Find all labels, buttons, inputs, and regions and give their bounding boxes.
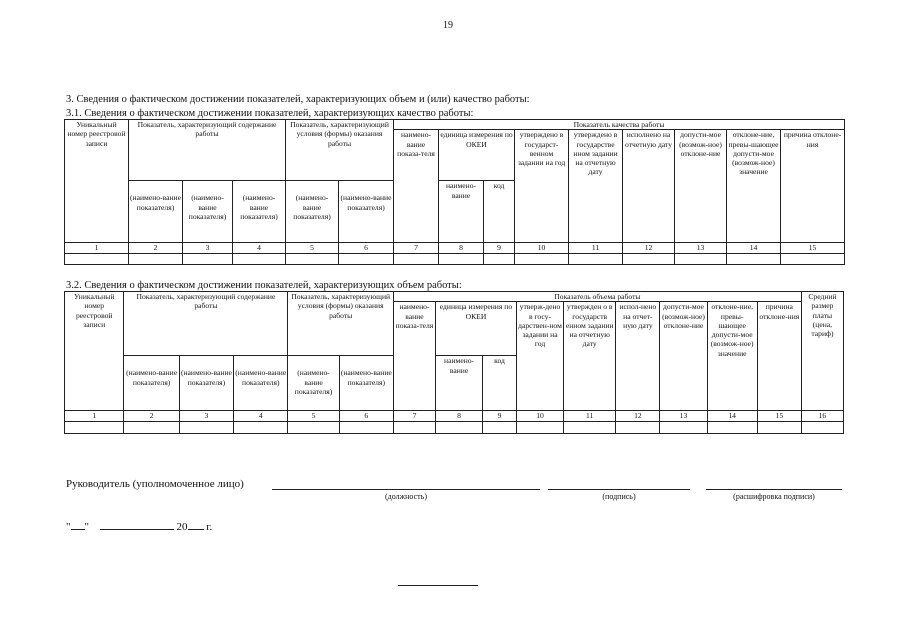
sub-indicator-name: (наимено-вание показателя) [339,181,394,243]
sub-indicator-name: (наимено-вание показателя) [233,181,286,243]
col-quality-indicator-group: Показатель качества работы [394,120,845,130]
column-number: 1 [65,411,124,421]
col-conditions-indicator: Показатель, характеризующий условия (формы) оказания работы [288,292,394,356]
signature-line [548,489,690,490]
column-number: 12 [616,411,660,421]
col-executed: испол-нено на отчет-ную дату [616,302,660,411]
column-number: 1 [65,243,129,253]
col-unique-number: Уникальный номер реестровой записи [65,292,124,411]
section-3-2-title: 3.2. Сведения о фактическом достижении показателей, характеризующих объем работы: [66,280,462,291]
empty-cell [757,421,801,433]
column-number: 2 [124,411,179,421]
column-number: 13 [675,243,727,253]
column-number: 15 [781,243,845,253]
column-number: 12 [623,243,675,253]
empty-cell [660,421,707,433]
column-number: 3 [183,243,233,253]
empty-cell [435,421,482,433]
column-number: 7 [394,243,439,253]
column-number: 11 [569,243,623,253]
empty-cell [569,253,623,264]
section-3-1-title: 3.1. Сведения о фактическом достижении показателей, характеризующих качество работы: [66,108,474,119]
empty-cell [339,253,394,264]
empty-cell [124,421,179,433]
column-number: 8 [435,411,482,421]
col-average-fee: Средний размер платы (цена, тариф) [801,292,843,411]
sub-indicator-name: (наимено-вание показателя) [339,356,393,411]
empty-cell [516,421,563,433]
col-unit-okei: единица измерения по ОКЕИ [435,302,516,356]
empty-cell [393,421,435,433]
col-approved-year: утверж-дено в госу-дарствен-ном задании на год [516,302,563,411]
col-volume-indicator-group: Показатель объема работы [393,292,801,302]
col-unit-name: наимено-вание [435,356,482,411]
sub-indicator-name: (наимено-вание показателя) [129,181,183,243]
empty-cell [183,253,233,264]
column-number: 4 [234,411,288,421]
empty-cell [515,253,569,264]
col-executed: исполнено на отчетную дату [623,130,675,243]
empty-cell [179,421,233,433]
decoding-line [706,489,842,490]
empty-cell [623,253,675,264]
empty-cell [564,421,616,433]
empty-cell [394,253,439,264]
sub-indicator-name: (наимено-вание показателя) [124,356,179,411]
column-number: 14 [707,411,757,421]
col-deviation-reason: причина отклоне-ния [781,130,845,243]
signatory-label: Руководитель (уполномоченное лицо) [66,478,244,490]
sub-indicator-name: (наимено-вание показателя) [288,356,339,411]
empty-cell [483,421,517,433]
column-number: 2 [129,243,183,253]
col-allowed-deviation: допусти-мое (возмож-ное) отклоне-ние [660,302,707,411]
empty-cell [727,253,781,264]
sub-indicator-name: (наимено-вание показателя) [183,181,233,243]
quote-close: " [84,521,89,533]
sub-indicator-name: (наимено-вание показателя) [179,356,233,411]
footnote-separator [398,585,478,586]
column-number: 9 [484,243,515,253]
decoding-caption: (расшифровка подписи) [733,492,815,501]
section-3-title: 3. Сведения о фактическом достижении показателей, характеризующих объем и (или) качество работы: [66,94,530,105]
volume-indicators-table [64,291,844,434]
quality-indicators-table [64,119,845,265]
column-number: 9 [483,411,517,421]
empty-cell [288,421,339,433]
day-blank [71,518,85,530]
column-number: 7 [393,411,435,421]
col-approved-date: утверждено в государстве нном задании на отчетную дату [569,130,623,243]
empty-cell [286,253,339,264]
quote-open: " [66,521,71,533]
column-number: 8 [439,243,484,253]
page-number: 19 [443,20,453,31]
col-exceeding-deviation: отклоне-ние, превы-шающее допусти-мое (возмож-ное) значение [727,130,781,243]
col-unique-number: Уникальный номер реестровой записи [65,120,129,243]
column-number: 4 [233,243,286,253]
empty-cell [616,421,660,433]
col-unit-okei: единица измерения по ОКЕИ [439,130,515,181]
col-conditions-indicator: Показатель, характеризующий условия (формы) оказания работы [286,120,394,181]
column-number: 5 [288,411,339,421]
empty-cell [484,253,515,264]
empty-cell [129,253,183,264]
column-number: 14 [727,243,781,253]
table-row [65,253,845,264]
empty-cell [439,253,484,264]
empty-cell [801,421,843,433]
col-approved-date: утвержден о в государств енном задании на отчетную дату [564,302,616,411]
col-unit-code: код [484,181,515,243]
position-caption: (должность) [385,492,427,501]
col-deviation-reason: причина отклоне-ния [757,302,801,411]
col-unit-code: код [483,356,517,411]
column-number: 5 [286,243,339,253]
empty-cell [233,253,286,264]
empty-cell [65,253,129,264]
col-indicator-name: наимено-вание показа-теля [393,302,435,411]
col-content-indicator: Показатель, характеризующий содержание работы [124,292,288,356]
empty-cell [234,421,288,433]
column-number: 15 [757,411,801,421]
sub-indicator-name: (наимено-вание показателя) [234,356,288,411]
column-number: 10 [516,411,563,421]
year-prefix: 20 [176,521,188,533]
empty-cell [65,421,124,433]
year-blank [188,518,204,530]
col-allowed-deviation: допусти-мое (возмож-ное) отклоне-ние [675,130,727,243]
empty-cell [339,421,393,433]
table-row [65,421,844,433]
col-indicator-name: наимено-вание показа-теля [394,130,439,243]
column-number: 11 [564,411,616,421]
date-line [66,518,212,533]
signature-caption: (подпись) [602,492,636,501]
column-number: 6 [339,411,393,421]
column-number: 10 [515,243,569,253]
col-approved-year: утверждено в государст-венном задании на год [515,130,569,243]
empty-cell [675,253,727,264]
column-number: 13 [660,411,707,421]
col-content-indicator: Показатель, характеризующий содержание работы [129,120,286,181]
empty-cell [707,421,757,433]
column-number: 3 [179,411,233,421]
col-unit-name: наимено-вание [439,181,484,243]
year-suffix: г. [206,521,213,533]
position-line [272,489,540,490]
sub-indicator-name: (наимено-вание показателя) [286,181,339,243]
col-exceeding-deviation: отклоне-ние, превы-шающее допусти-мое (возмож-ное) значение [707,302,757,411]
month-blank [100,518,174,530]
column-number: 16 [801,411,843,421]
column-number: 6 [339,243,394,253]
empty-cell [781,253,845,264]
